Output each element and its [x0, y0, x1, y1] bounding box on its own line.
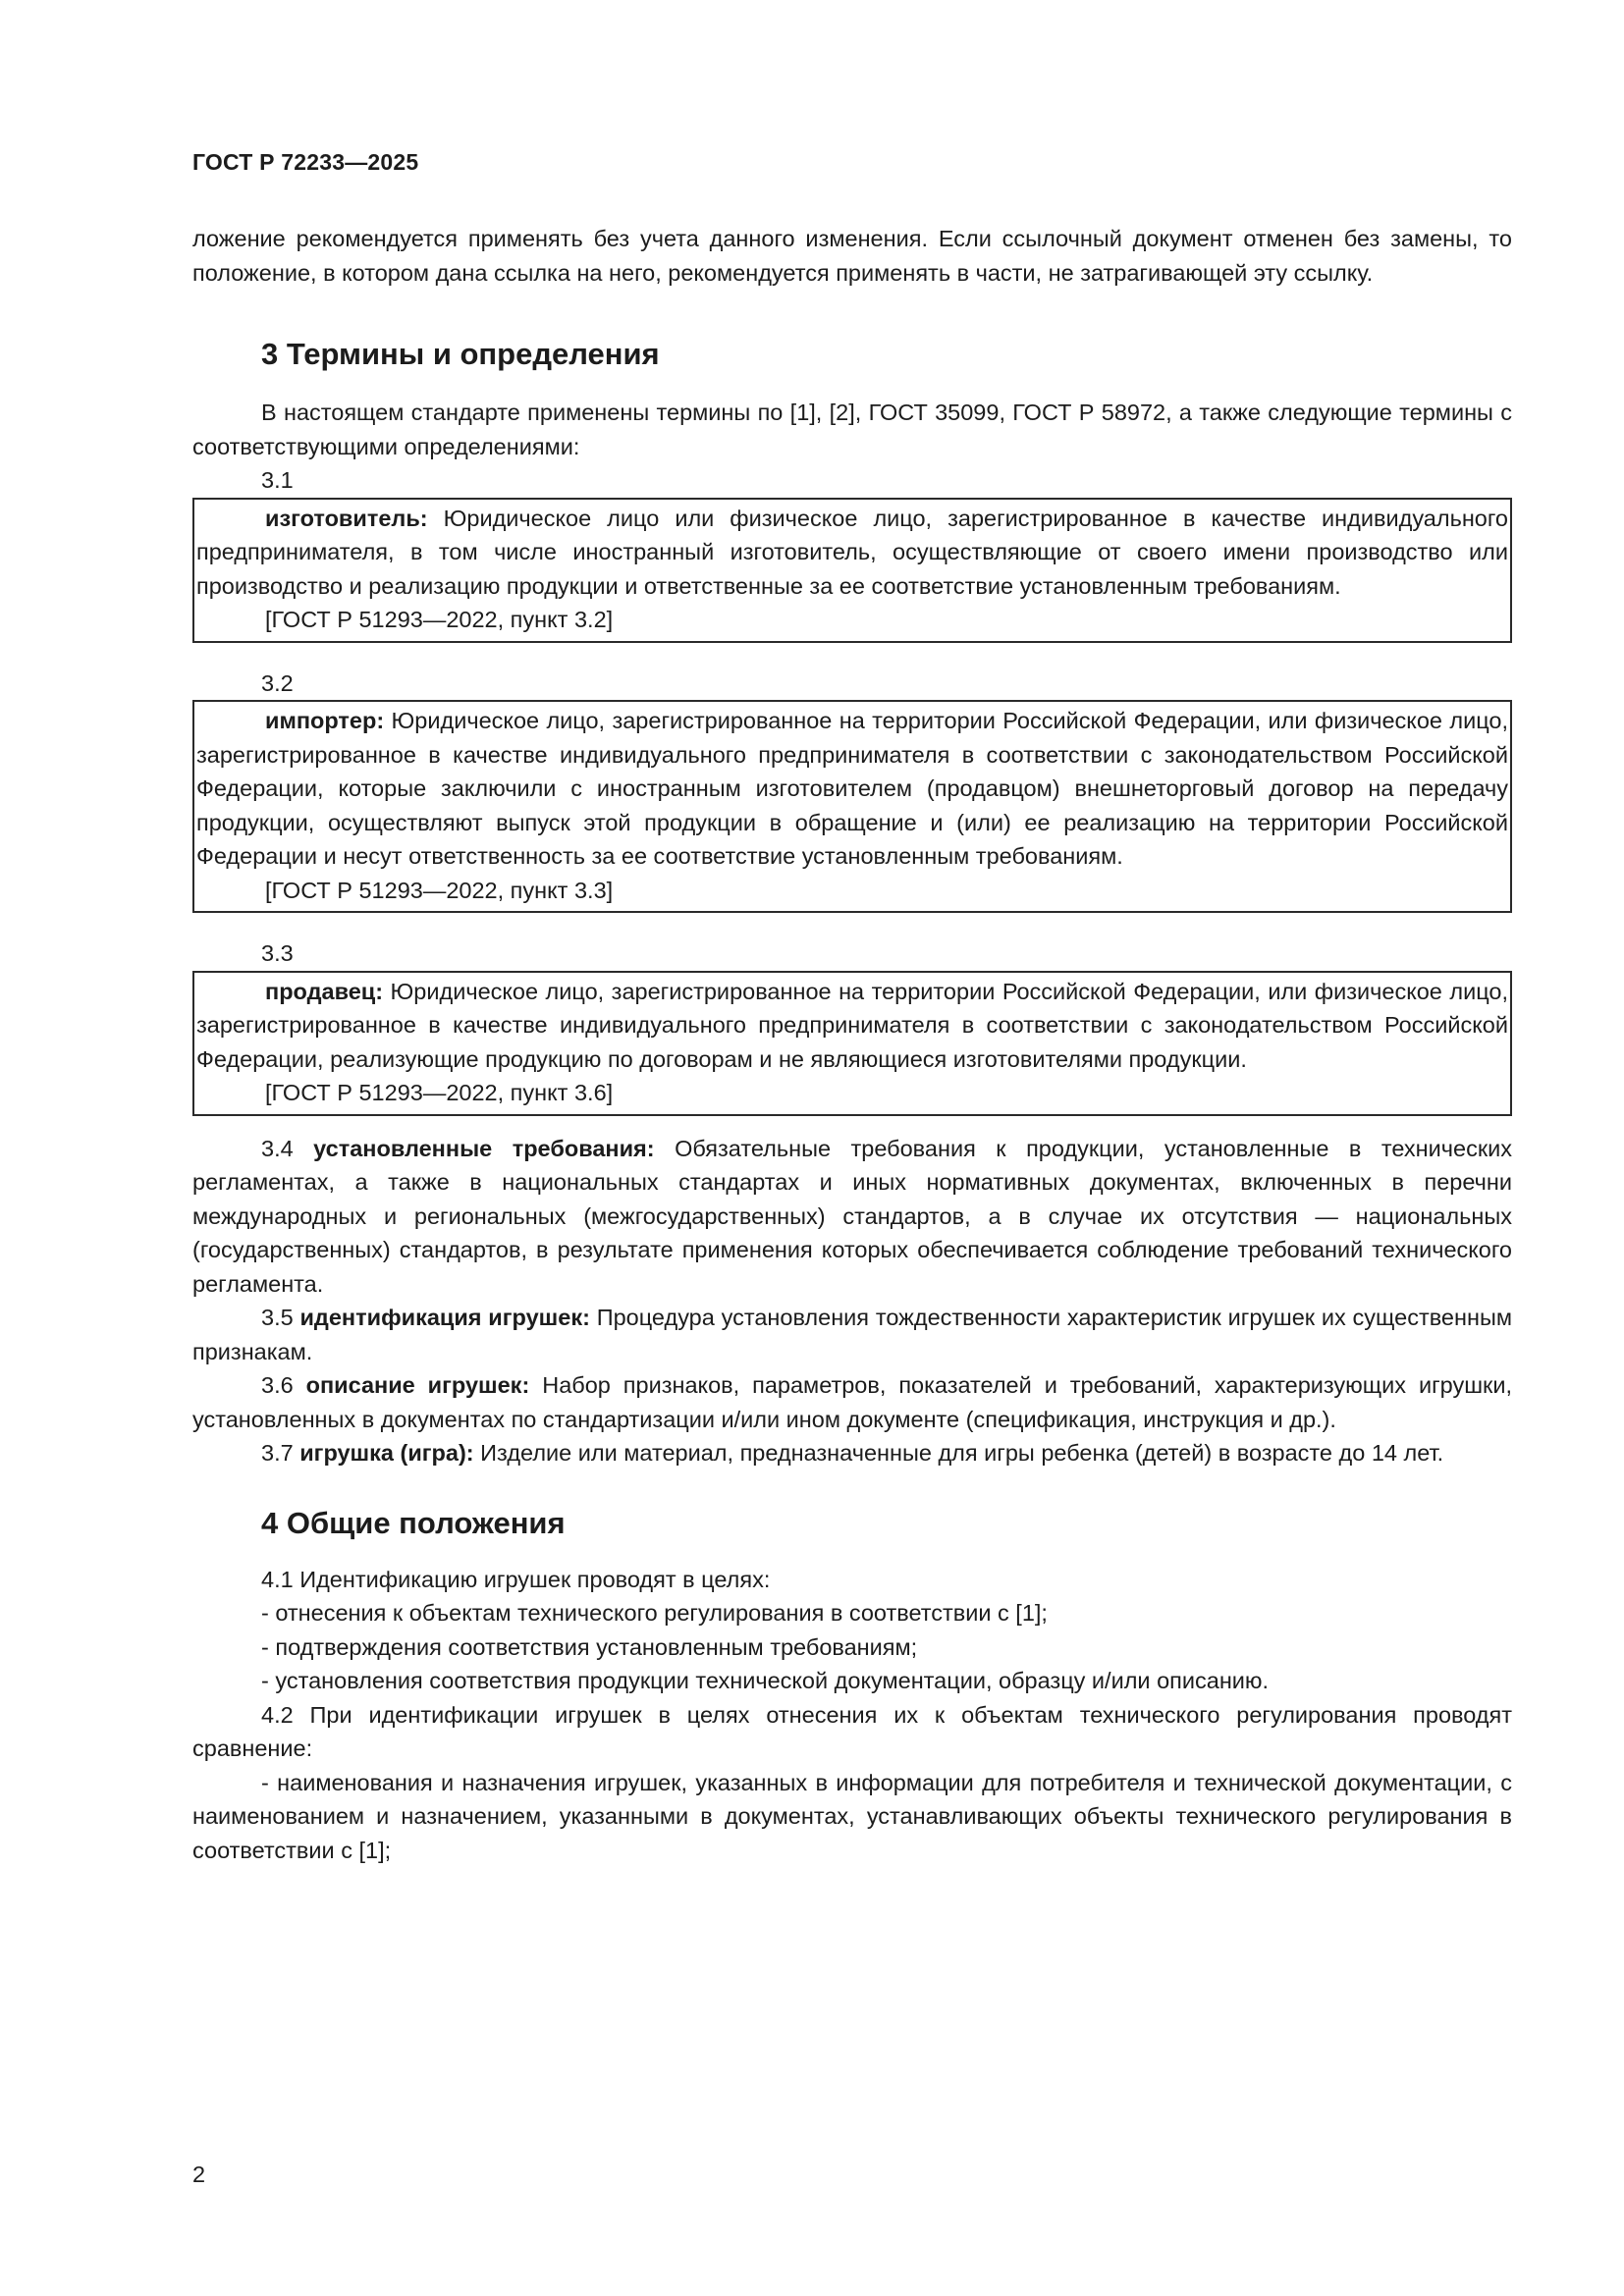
section-3-lead: В настоящем стандарте применены термины по [1], [2], ГОСТ 35099, ГОСТ Р 58972, а также следующие термины с соответствующими определениями: — [192, 400, 1512, 459]
term-box-3-2 — [192, 700, 1512, 913]
term-name: установленные требования: — [313, 1135, 655, 1161]
term-number: 3.5 — [261, 1305, 294, 1330]
term-text: Юридическое лицо, зарегистрированное на территории Российской Федерации, или физическое лицо, зарегистрированное в качестве индивидуального предпринимателя в соответствии с законодательством Российской Федерации, которые заключили с иностранным изготовителем (продавцом) внешнеторговый договор на передачу продукции, осуществляют выпуск этой продукции в обращение и (или) ее реализацию на территории Российской Федерации и несут ответственность за ее соответствие установленным требованиям. — [196, 708, 1508, 869]
list-item: - установления соответствия продукции технической документации, образцу и/или описанию. — [261, 1668, 1270, 1693]
term-paragraph-3-6 — [192, 1368, 1512, 1436]
term-name: идентификация игрушек: — [299, 1305, 590, 1330]
term-definition — [194, 502, 1510, 604]
term-text: Юридическое лицо или физическое лицо, зарегистрированное в качестве индивидуального предпринимателя, в том числе иностранный изготовитель, осуществляющие от своего имени производство или производство и реализацию продукции и ответственные за ее соответствие установленным требованиям. — [196, 505, 1508, 599]
term-text: Обязательные требования к продукции, установленные в технических регламентах, а также в национальных стандартах и иных нормативных документах, включенных в перечни международных и региональных (межгосударственных) стандартов, а в случае их отсутствия — национальных (государственных) стандартов, в результате применения которых обеспечивается соблюдение требований технического регламента. — [192, 1135, 1512, 1297]
term-source: [ГОСТ Р 51293—2022, пункт 3.2] — [265, 607, 614, 632]
term-number-3-1: 3.1 — [261, 467, 294, 493]
list-item: - наименования и назначения игрушек, указанных в информации для потребителя и технической документации, с наименованием и назначением, указанными в документах, устанавливающих объекты технического регулирования в соответствии с [1]; — [192, 1769, 1512, 1863]
list-item: - отнесения к объектам технического регулирования в соответствии с [1]; — [261, 1600, 1048, 1626]
intro-paragraph: ложение рекомендуется применять без учета данного изменения. Если ссылочный документ отменен без замены, то положение, в котором дана ссылка на него, рекомендуется применять в части, не затрагивающей эту ссылку. — [192, 226, 1512, 286]
page-content — [192, 222, 1512, 1867]
section-4-title: 4 Общие положения — [261, 1505, 566, 1540]
term-paragraph-3-5 — [192, 1301, 1512, 1368]
paragraph-4-2: 4.2 При идентификации игрушек в целях отнесения их к объектам технического регулирования проводят сравнение: — [192, 1701, 1512, 1761]
term-text: Набор признаков, параметров, показателей и требований, характеризующих игрушки, установленных в документах по стандартизации и/или ином документе (спецификация, инструкция и др.). — [192, 1372, 1512, 1432]
term-number-3-2: 3.2 — [261, 669, 294, 696]
term-number-3-3: 3.3 — [261, 940, 294, 966]
term-definition — [194, 975, 1510, 1077]
term-name: импортер: — [265, 708, 385, 733]
page-number: 2 — [192, 2162, 206, 2187]
term-text: Юридическое лицо, зарегистрированное на территории Российской Федерации, или физическое лицо, зарегистрированное в качестве индивидуального предпринимателя в соответствии с законодательством Российской Федерации, реализующие продукцию по договорам и не являющиеся изготовителями продукции. — [196, 978, 1508, 1072]
term-source: [ГОСТ Р 51293—2022, пункт 3.3] — [265, 877, 614, 903]
term-source: [ГОСТ Р 51293—2022, пункт 3.6] — [265, 1080, 614, 1105]
term-paragraph-3-4 — [192, 1132, 1512, 1302]
term-paragraph-3-7 — [192, 1436, 1512, 1470]
term-box-3-3 — [192, 971, 1512, 1116]
term-name: изготовитель: — [265, 505, 428, 531]
term-name: игрушка (игра): — [299, 1440, 474, 1466]
term-text: Изделие или материал, предназначенные для игры ребенка (детей) в возрасте до 14 лет. — [473, 1440, 1444, 1466]
document-code-header: ГОСТ Р 72233—2025 — [192, 149, 419, 175]
term-definition — [194, 704, 1510, 874]
term-text: Процедура установления тождественности характеристик игрушек их существенным признакам. — [192, 1305, 1513, 1364]
list-item: - подтверждения соответствия установленным требованиям; — [261, 1633, 918, 1660]
term-box-3-1 — [192, 498, 1512, 643]
term-name: продавец: — [265, 978, 384, 1004]
section-3-title: 3 Термины и определения — [261, 337, 660, 371]
term-number: 3.7 — [261, 1440, 294, 1466]
term-number: 3.6 — [261, 1372, 294, 1398]
term-number: 3.4 — [261, 1135, 294, 1161]
paragraph-4-1: 4.1 Идентификацию игрушек проводят в целях: — [261, 1566, 771, 1592]
term-name: описание игрушек: — [305, 1372, 530, 1398]
